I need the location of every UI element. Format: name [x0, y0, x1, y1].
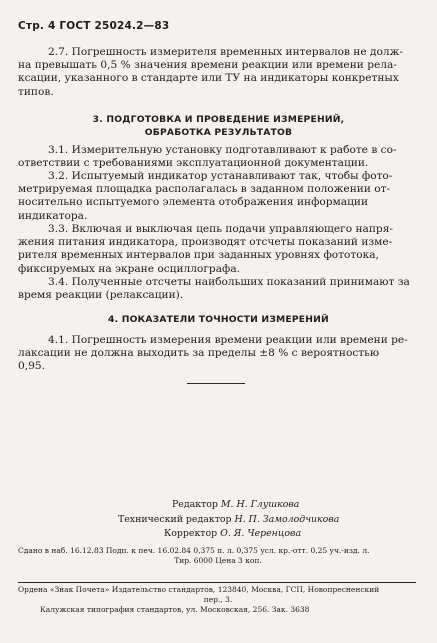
editorial-credits	[118, 498, 339, 542]
credit-role: Редактор	[172, 499, 218, 510]
text-line: носительно испытуемого элемента отображения информации	[18, 196, 369, 209]
text-line: индикатора.	[18, 209, 88, 222]
credit-corrector	[118, 527, 339, 542]
text-line: 2.7. Погрешность измерителя временных интервалов не долж-	[48, 46, 403, 58]
credit-person: О. Я. Черенцова	[220, 528, 302, 540]
paragraph-3-3	[18, 223, 413, 276]
imprint-line: Калужская типография стандартов, ул. Московская, 256. Зак. 3638	[40, 605, 310, 614]
text-line: фиксируемых на экране осциллографа.	[18, 262, 241, 275]
imprint-divider	[18, 582, 416, 583]
text-line: время реакции (релаксации).	[18, 289, 184, 302]
section-3-title-line2: ОБРАБОТКА РЕЗУЛЬТАТОВ	[144, 127, 293, 138]
imprint-publisher	[18, 585, 418, 615]
text-line: 0,95.	[18, 360, 45, 373]
text-line: ответствии с требованиями эксплуатационной документации.	[18, 157, 369, 170]
text-line: 4.1. Погрешность измерения времени реакции или времени ре-	[48, 334, 408, 346]
credit-person: М. Н. Глушкова	[220, 499, 300, 510]
credit-person: Н. П. Замолодчикова	[234, 513, 340, 525]
paragraph-3-1	[18, 144, 413, 170]
credit-editor	[118, 498, 339, 513]
paragraph-3-2	[18, 170, 413, 223]
paragraph-2-7	[18, 46, 413, 99]
text-line: 3.1. Измерительную установку подготавливают к работе в со-	[48, 144, 397, 156]
section-3-title	[0, 113, 437, 139]
paragraph-3-4	[18, 276, 413, 302]
text-line: жения питания индикатора, производят отсчеты показаний изме-	[18, 236, 393, 249]
text-line: типов.	[18, 85, 54, 98]
imprint-line: Ордена «Знак Почета» Издательство стандартов, 123840, Москва, ГСП, Новопресненский	[18, 585, 380, 594]
text-line: ксации, указанного в стандарте или ТУ на индикаторы конкретных	[18, 72, 399, 85]
text-line: рителя временных интервалов при заданных уровнях фототока,	[18, 249, 379, 262]
page-header: Стр. 4 ГОСТ 25024.2—83	[18, 20, 170, 32]
section-4-title: 4. ПОКАЗАТЕЛИ ТОЧНОСТИ ИЗМЕРЕНИЙ	[108, 314, 329, 325]
imprint-print-data	[18, 546, 418, 566]
paragraph-4-1	[18, 334, 413, 374]
credit-role: Технический редактор	[118, 513, 232, 525]
end-of-text-rule	[187, 383, 245, 384]
credit-role: Корректор	[164, 528, 218, 540]
text-line: метрируемая площадка располагалась в заданном положении от-	[18, 183, 391, 196]
text-line: 3.3. Включая и выключая цепь подачи управляющего напря-	[48, 223, 393, 235]
imprint-line: пер., 3.	[203, 595, 233, 604]
section-3-title-line1: 3. ПОДГОТОВКА И ПРОВЕДЕНИЕ ИЗМЕРЕНИЙ,	[92, 114, 345, 125]
imprint-line: Тир. 6000 Цена 3 коп.	[174, 556, 262, 565]
text-line: 3.2. Испытуемый индикатор устанавливают так, чтобы фото-	[48, 170, 393, 182]
text-line: лаксации не должна выходить за пределы ±8 % с вероятностью	[18, 347, 380, 360]
credit-technical-editor	[118, 513, 339, 528]
imprint-line: Сдано в наб. 16.12.83 Подп. к печ. 16.02.84 0,375 п. л. 0,375 усл. кр.-отт. 0,25 уч.-изд. л.	[18, 546, 370, 555]
text-line: на превышать 0,5 % значения времени реакции или времени рела-	[18, 59, 397, 72]
text-line: 3.4. Полученные отсчеты наибольших показаний принимают за	[48, 276, 410, 288]
